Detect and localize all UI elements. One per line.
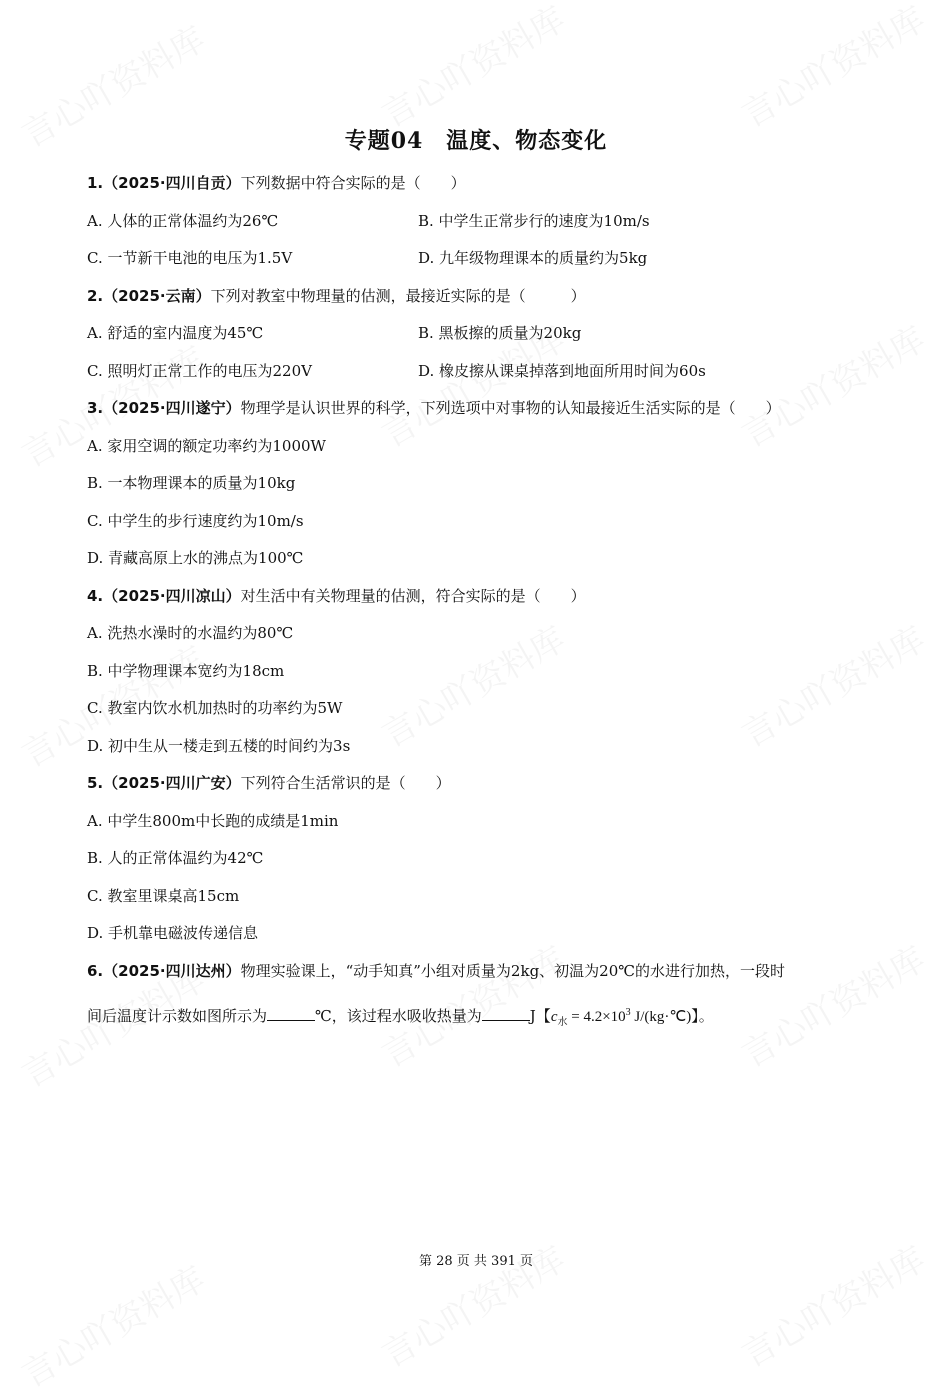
option-a: A. 中学生800m中长跑的成绩是1min [87,811,339,830]
watermark [371,0,572,137]
question-source: （2025·四川自贡） [103,174,241,192]
watermark [11,1252,212,1396]
option-d: D. 手机靠电磁波传递信息 [87,924,259,942]
specific-heat-formula [550,1007,692,1028]
option-d: D. 初中生从一楼走到五楼的时间约为3s [87,736,351,755]
question-text: 下列对教室中物理量的估测，最接近实际的是（ ） [210,286,586,305]
question-text: 间后温度计示数如图所示为 [87,1007,268,1025]
question-text: ℃，该过程水吸收热量为 [315,1007,482,1025]
question-text: 物理学是认识世界的科学，下列选项中对事物的认知最接近生活实际的是（ ） [240,399,781,417]
option-a: A. 洗热水澡时的水温约为80℃ [87,624,294,642]
option-b: B. 人的正常体温约为42℃ [87,849,264,867]
question-5-stem [87,768,877,806]
formula-exponent: 3 [625,1007,631,1018]
page-title: 专题04 温度、物态变化 [344,128,608,154]
question-1-stem [87,168,877,206]
question-number: 5. [87,774,104,792]
question-number: 3. [87,399,104,417]
question-text: 物理实验课上，“动手知真”小组对质量为2kg、初温为20℃的水进行加热，一段时 [240,961,786,980]
option-c: C. 教室里课桌高15cm [87,886,240,905]
question-text: 对生活中有关物理量的估测，符合实际的是（ ） [240,586,586,605]
question-number: 2. [87,286,104,305]
question-source: （2025·四川凉山） [103,586,241,605]
option-d: D. 青藏高原上水的沸点为100℃ [87,549,304,567]
formula-value: = 4.2×10 [567,1009,626,1025]
option-b: B. 中学物理课本宽约为18cm [87,661,285,680]
question-text: J【 [529,1007,551,1025]
option-d: D. 橡皮擦从课桌掉落到地面所用时间为60s [418,361,706,380]
question-list [87,168,877,1036]
question-source: （2025·四川达州） [103,961,241,980]
question-number: 6. [87,961,104,980]
option-a: A. 舒适的室内温度为45℃ [87,324,264,342]
question-text: 下列数据中符合实际的是（ ） [240,174,466,192]
question-text: 下列符合生活常识的是（ ） [240,774,451,792]
question-6-stem [87,956,877,994]
option-c: C. 照明灯正常工作的电压为220V [87,361,312,380]
question-text: 】。 [691,1007,714,1025]
watermark [731,0,932,137]
question-source: （2025·四川广安） [103,774,241,792]
option-a: A. 家用空调的额定功率约为1000W [87,436,326,455]
question-3-stem [87,393,877,431]
option-b: B. 中学生正常步行的速度为10m/s [418,211,650,230]
question-source: （2025·四川遂宁） [103,399,241,417]
page-footer: 第 28 页 共 391 页 [418,1254,534,1269]
formula-subscript: 水 [557,1017,568,1028]
formula-symbol: c [550,1009,558,1025]
option-b: B. 一本物理课本的质量为10kg [87,474,296,492]
option-b: B. 黑板擦的质量为20kg [418,324,582,342]
option-d: D. 九年级物理课本的质量约为5kg [418,249,648,267]
option-c: C. 中学生的步行速度约为10m/s [87,511,304,530]
option-c: C. 教室内饮水机加热时的功率约为5W [87,699,343,717]
question-2-stem [87,281,877,319]
question-6-line-2 [87,998,877,1036]
question-source: （2025·云南） [103,286,211,305]
question-number: 4. [87,586,104,605]
option-a: A. 人体的正常体温约为26℃ [87,211,279,230]
question-number: 1. [87,174,104,192]
answer-blank-temperature[interactable] [267,1006,315,1021]
option-c: C. 一节新干电池的电压为1.5V [87,249,293,267]
question-4-stem [87,581,877,619]
formula-unit: J/(kg·℃) [630,1009,692,1025]
answer-blank-heat[interactable] [482,1006,530,1021]
